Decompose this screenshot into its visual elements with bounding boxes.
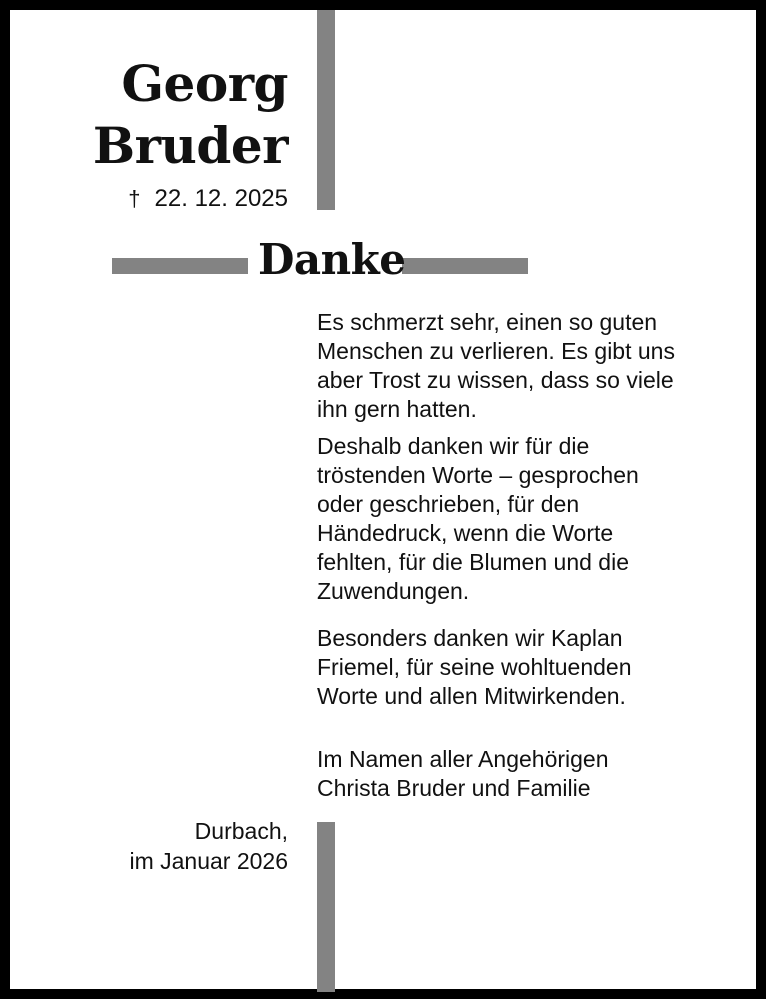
paragraph-special-thanks <box>317 624 747 711</box>
notice-date: im Januar 2026 <box>129 848 288 874</box>
text-line: Es schmerzt sehr, einen so guten <box>317 309 658 335</box>
text-line: oder geschrieben, für den <box>317 491 580 517</box>
dagger-icon: † <box>128 186 141 211</box>
text-line: Worte und allen Mitwirkenden. <box>317 683 626 709</box>
cross-left-bar <box>112 258 248 274</box>
text-line: Händedruck, wenn die Worte <box>317 520 614 546</box>
text-line: ihn gern hatten. <box>317 396 477 422</box>
cross-top-bar <box>317 10 335 210</box>
text-line: Besonders danken wir Kaplan <box>317 625 623 651</box>
text-line: Im Namen aller Angehörigen <box>317 746 609 772</box>
text-line: Zuwendungen. <box>317 578 470 604</box>
text-line: Christa Bruder und Familie <box>317 775 591 801</box>
cross-bottom-bar <box>317 822 335 992</box>
deceased-last-name: Bruder <box>92 116 288 175</box>
paragraph-sorrow <box>317 308 747 424</box>
text-line: Deshalb danken wir für die <box>317 433 590 459</box>
heading-danke: Danke <box>258 235 406 284</box>
text-line: aber Trost zu wissen, dass so viele <box>317 367 674 393</box>
text-line: fehlten, für die Blumen und die <box>317 549 629 575</box>
text-line: tröstenden Worte – gesprochen <box>317 462 639 488</box>
cross-right-bar <box>402 258 528 274</box>
deceased-first-name: Georg <box>121 54 288 113</box>
text-line: Menschen zu verlieren. Es gibt uns <box>317 338 675 364</box>
paragraph-thanks <box>317 432 747 606</box>
text-line: Friemel, für seine wohltuenden <box>317 654 632 680</box>
place-name: Durbach, <box>194 818 288 844</box>
death-date: 22. 12. 2025 <box>154 185 288 212</box>
death-date-line <box>128 183 288 215</box>
signature-block <box>317 745 747 803</box>
